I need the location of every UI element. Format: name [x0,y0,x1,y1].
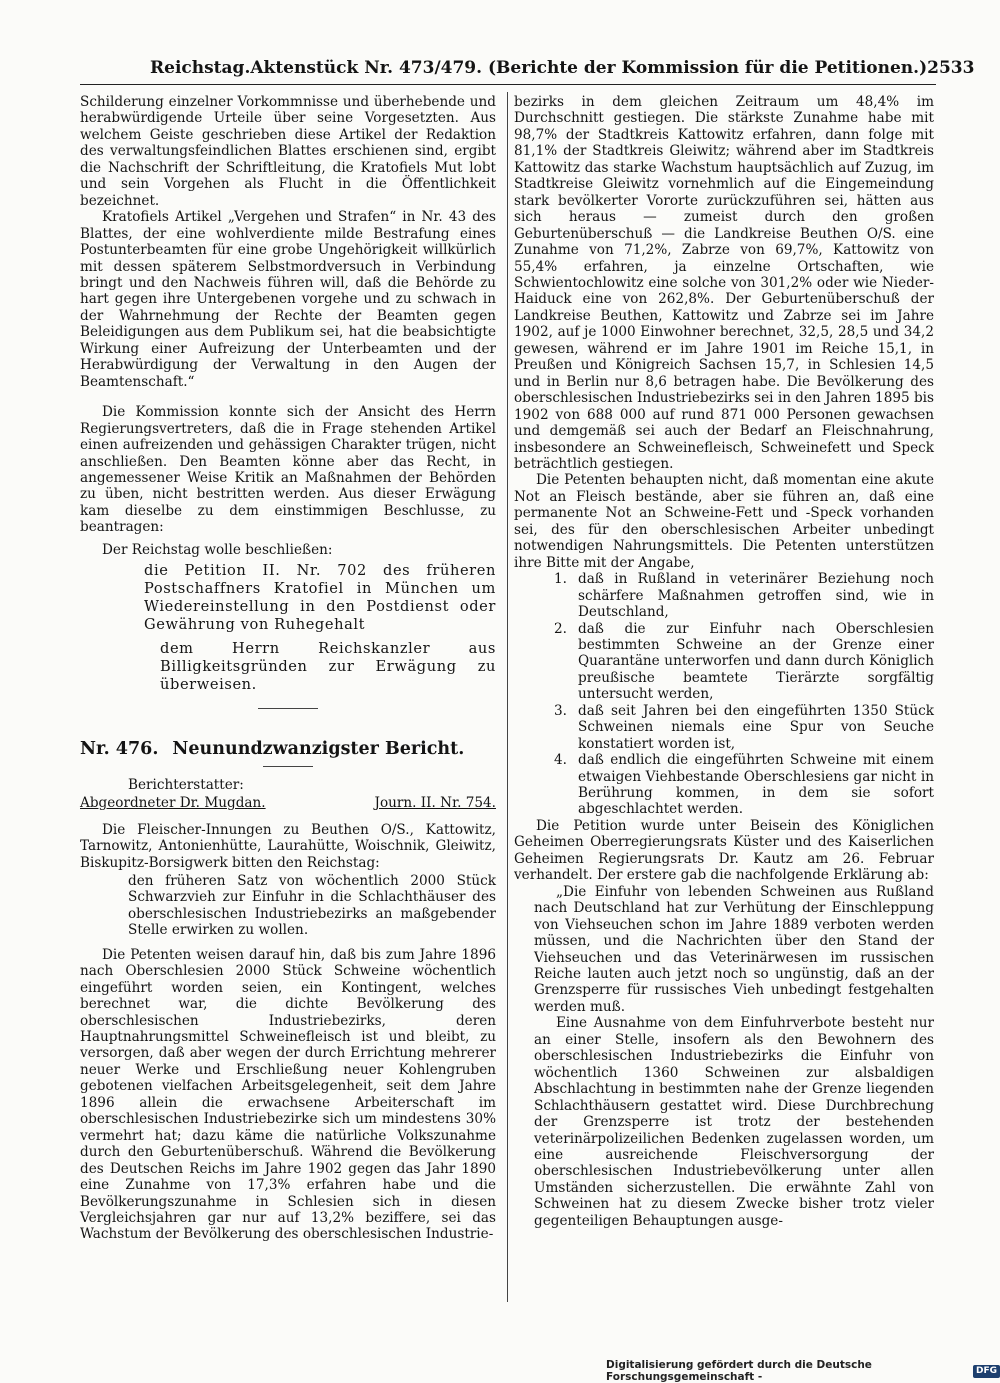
footer [606,1359,1000,1383]
paragraph: bezirks in dem gleichen Zeitraum um 48,4% im Durchschnitt gestiegen. Die stärkste Zunahme habe mit 98,7% der Stadtkreis Kattowitz erfahren, dann folge mit 81,1% der Stadtkreis Gleiwitz; während aber im Stadtkreis Kattowitz das starke Wachstum hauptsächlich auf Zuzug, im Stadtkreise Gleiwitz vornehmlich auf die Eingemeindung stark bevölkerter Vororte zurückzuführen sei, hätten aus sich heraus — zumeist durch den großen Geburtenüberschuß — die Landkreise Beuthen O/S. eine Zunahme von 71,2%, Zabrze von 69,7%, Kattowitz von 55,4% erfahren, ja einzelne Ortschaften, wie Schwientochlowitz eine solche von 301,2% oder wie Nieder-Haiduck eine von 262,8%. Der Geburtenüberschuß der Landkreise Beuthen, Kattowitz und Zabrze sei im Jahre 1902, auf je 1000 Einwohner berechnet, 32,5, 28,5 und 34,2 gewesen, während er im Jahre 1901 im Reiche 15,1, in Preußen und Königreich Sachsen 15,7, in Schlesien 14,5 und in Berlin nur 8,6 betragen habe. Die Bevölkerung des oberschlesischen Industriebezirks sei in den Jahren 1895 bis 1902 von 688 000 auf rund 871 000 Personen gewachsen und demgemäß sei auch der Bedarf an Fleischnahrung, insbesondere an Schweinefleisch, Schweinefett und Speck beträchtlich gestiegen. [514,94,934,472]
list-item: 4. daß endlich die eingeführten Schweine mit einem etwaigen Viehbestande Oberschlesiens gar nicht in Berührung kommen, in dem sie sofort abgeschlachtet werden. [554,752,934,818]
dfg-logo: DFG [973,1365,1000,1378]
page-number: 2533 [927,58,975,78]
separator-rule [258,708,318,709]
paragraph: Die Petition wurde unter Beisein des Königlichen Geheimen Oberregierungsrats Küster und des Kaiserlichen Geheimen Regierungsrats Dr. Kautz am 26. Februar verhandelt. Der erstere gab die nachfolgende Erklärung ab: [514,817,934,884]
quoted-statement: „Die Einfuhr von lebenden Schweinen aus Rußland nach Deutschland hat zur Verhütung der Einschleppung von Viehseuchen schon im Jahre 1889 verboten werden müssen, und die Nachrichten über den Stand der Viehseuchen und das Veterinärwesen im russischen Reiche lauten auch jetzt noch so ungünstig, daß an der Grenzsperre für russisches Vieh unbedingt festgehalten werden muß. [534,883,934,1015]
paragraph: Die Petenten behaupten nicht, daß momentan eine akute Not an Fleisch bestände, aber sie führen an, daß eine permanente Not an Schweine-Fett und -Speck vorhanden sei, des für den oberschlesischen Arbeiter unbedingt notwendigen Nahrungsmittels. Die Petenten unterstützen ihre Bitte mit der Angabe, [514,472,934,571]
section-title: Neunundzwanzigster Bericht. [172,739,465,760]
header-left: Reichstag. [150,58,251,78]
reporter-name: Abgeordneter Dr. Mugdan. [80,795,266,812]
list-item: 1. daß in Rußland in veterinärer Beziehung noch schärfere Maßnahmen getroffen sind, wie in Deutschland, [554,571,934,621]
header-center: Aktenstück Nr. 473/479. (Berichte der Kommission für die Petitionen.) [250,58,928,78]
paragraph: Die Petenten weisen darauf hin, daß bis zum Jahre 1896 nach Oberschlesien 2000 Stück Schweine wöchentlich eingeführt worden seien, ein Kontingent, welches berechnet war, die dichte Bevölkerung des oberschlesischen Industriebezirks, deren Hauptnahrungsmittel Schweinefleisch ist und bleibt, zu versorgen, daß aber wegen der durch Errichtung mehrerer neuer Werke und Erschließung neuer Kohlengruben gebotenen vielfachen Arbeitsgelegenheit, seit dem Jahre 1896 allein die erwachsene Arbeiterschaft im oberschlesischen Industriebezirke sich um mindestens 30% vermehrt hat; dazu käme die natürliche Volkszunahme durch den Geburtenüberschuß. Während die Bevölkerung des Deutschen Reichs im Jahre 1902 gegen das Jahr 1890 eine Zunahme von 17,3% erfahren habe und die Bevölkerungszunahme in Schlesien sich in diesen Vergleichsjahren gar nur auf 13,2% beziffere, sei das Wachstum der Bevölkerung des oberschlesischen Industrie- [80,946,496,1243]
paragraph: Die Kommission konnte sich der Ansicht des Herrn Regierungsvertreters, daß die in Frage stehenden Artikel einen aufreizenden und gehässigen Charakter trügen, nicht anschließen. Den Beamten könne aber das Recht, in angemessener Weise Kritik an Maßnahmen der Behörden zu üben, nicht bestritten werden. Aus dieser Erwägung kam dieselbe zu dem einstimmigen Beschlusse, zu beantragen: [80,404,496,536]
motion-referral: dem Herrn Reichskanzler aus Billigkeitsgründen zur Erwägung zu überweisen. [160,640,496,694]
paragraph: Schilderung einzelner Vorkommnisse und überhebende und herabwürdigende Urteile über seine Vorgesetzten. Aus welchem Geiste geschrieben diese Artikel der Redaktion des verwaltungsfeindlichen Blattes erschienen sind, ergibt die Nachschrift der Schriftleitung, die Kratofiels Mut lobt und sein Vorgehen als Flucht in die Öffentlichkeit bezeichnet. [80,94,496,209]
footer-text: Digitalisierung gefördert durch die Deutsche Forschungsgemeinschaft - [606,1359,872,1383]
header-rule [80,84,936,85]
column-divider [507,92,508,1302]
right-column [514,94,934,1229]
section-heading [80,739,496,760]
list-item: 2. daß die zur Einfuhr nach Oberschlesien bestimmten Schweine an der Grenze einer Quarantäne unterworfen und dann durch Königlich preußische beamtete Tierärzte sorgfältig untersucht werden, [554,620,934,703]
paragraph: Kratofiels Artikel „Vergehen und Strafen“ in Nr. 43 des Blattes, der eine wohlverdiente milde Bestrafung eines Postunterbeamten für eine grobe Ungehörigkeit willkürlich mit dessen späterem Selbstmordversuch in Verbindung bringt und den Nachweis führen will, daß die Behörde zu hart gegen ihre Untergebenen vorgehe und zu schwach in der Wahrnehmung der Rechte der Beamten gegen Beleidigungen aus dem Publikum sei, hat die beabsichtigte Wirkung einer Aufreizung der Unterbeamten und der Herabwürdigung der Verwaltung in den Augen der Beamtenschaft.“ [80,209,496,390]
section-number: Nr. 476. [80,739,159,760]
page-header [150,58,975,80]
motion-text: die Petition II. Nr. 702 des früheren Postschaffners Kratofiel in München um Wiedereinstellung in den Postdienst oder Gewährung von Ruhegehalt [144,562,496,634]
journal-reference: Journ. II. Nr. 754. [374,795,496,812]
left-column [80,94,496,1243]
separator-rule [263,766,313,767]
list-item: 3. daß seit Jahren bei den eingeführten 1350 Stück Schweinen niemals eine Spur von Seuche konstatiert worden ist, [554,702,934,752]
reporter-line [80,795,496,811]
reporter-label: Berichterstatter: [128,776,244,793]
paragraph: Der Reichstag wolle beschließen: [102,541,333,558]
paragraph: Die Fleischer-Innungen zu Beuthen O/S., Kattowitz, Tarnowitz, Antonienhütte, Laurahütte, Woischnik, Gleiwitz, Biskupitz-Borsigwerk bitten den Reichstag: [80,821,496,871]
petition-request: den früheren Satz von wöchentlich 2000 Stück Schwarzvieh zur Einfuhr in die Schlachthäuser des oberschlesischen Industriebezirks an maßgebender Stelle erwirken zu wollen. [128,872,496,939]
petitioner-claims-list [514,571,934,818]
quoted-statement: Eine Ausnahme von dem Einfuhrverbote besteht nur an einer Stelle, insofern als den Bewohnern des oberschlesischen Industriebezirks die Einfuhr von wöchentlich 1360 Schweinen zur alsbaldigen Abschlachtung in bestimmten nahe der Grenze liegenden Schlachthäusern gestattet wird. Diese Durchbrechung der Grenzsperre ist trotz der bestehenden veterinärpolizeilichen Bedenken zugelassen worden, um eine ausreichende Fleischversorgung der oberschlesischen Industriebevölkerung unter allen Umständen sicherzustellen. Die erwähnte Zahl von Schweinen hat zu diesem Zwecke bisher trotz vieler gegenteiligen Behauptungen ausge- [534,1015,934,1229]
